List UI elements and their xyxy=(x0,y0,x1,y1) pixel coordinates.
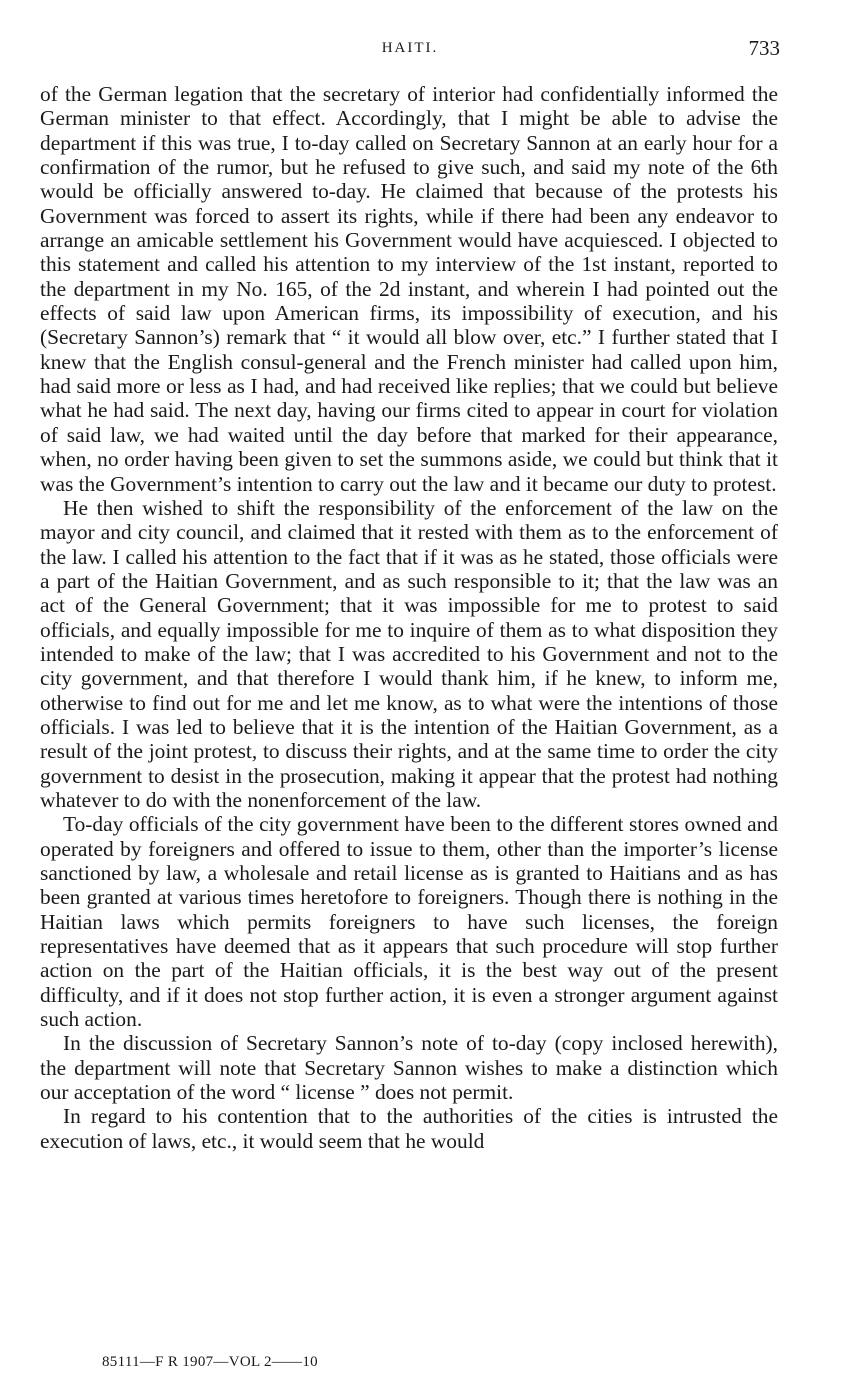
body-text xyxy=(40,82,778,1153)
paragraph: In regard to his contention that to the authorities of the cities is intrusted the execution of laws, etc., it would seem that he would xyxy=(40,1104,778,1153)
paragraph: To-day officials of the city government have been to the different stores owned and operated by foreigners and offered to issue to them, other than the importer’s license sanctioned by law, a wholesale and retail license as is granted to Haitians and as has been granted at various times heretofore to foreigners. Though there is nothing in the Haitian laws which permits foreigners to have such licenses, the foreign representatives have deemed that as it appears that such procedure will stop further action on the part of the Haitian officials, it is the best way out of the present difficulty, and if it does not stop further action, it is even a stronger argument against such action. xyxy=(40,812,778,1032)
printer-signature-mark: 85111—F R 1907—VOL 2——10 xyxy=(102,1354,318,1370)
running-title: HAITI. xyxy=(381,40,439,56)
paragraph: In the discussion of Secretary Sannon’s note of to-day (copy inclosed herewith), the department will note that Secretary Sannon wishes to make a distinction which our acceptation of the word “ license ” does not permit. xyxy=(40,1031,778,1105)
running-head xyxy=(40,36,780,66)
paragraph: He then wished to shift the responsibility of the enforcement of the law on the mayor and city council, and claimed that it rested with them as to the enforcement of the law. I called his attention to the fact that if it was as he stated, those officials were a part of the Haitian Government, and as such responsible to it; that the law was an act of the General Government; that it was impossible for me to protest to said officials, and equally impossible for me to inquire of them as to what disposition they intended to make of the law; that I was accredited to his Government and not to the city government, and that therefore I would thank him, if he knew, to inform me, otherwise to find out for me and let me know, as to what were the intentions of those officials. I was led to believe that it is the intention of the Haitian Government, as a result of the joint protest, to discuss their rights, and at the same time to order the city government to desist in the prosecution, making it appear that the protest had nothing whatever to do with the nonenforcement of the law. xyxy=(40,495,778,812)
paragraph-continued: of the German legation that the secretary of interior had confidentially informed the German minister to that effect. Accordingly, that I might be able to advise the department if this was true, I to-day called on Secretary Sannon at an early hour for a confirmation of the rumor, but he refused to give such, and said my note of the 6th would be officially answered to-day. He claimed that because of the protests his Government was forced to assert its rights, while if there had been any endeavor to arrange an amicable settlement his Government would have acquiesced. I objected to this statement and called his attention to my interview of the 1st instant, reported to the department in my No. 165, of the 2d instant, and wherein I had pointed out the effects of said law upon American firms, its impossibility of execution, and his (Secretary Sannon’s) remark that “ it would all blow over, etc.” I further stated that I knew that the English consul-general and the French minister had called upon him, had said more or less as I had, and had received like replies; that we could but believe what he had said. The next day, having our firms cited to appear in court for violation of said law, we had waited until the day before that marked for their appearance, when, no order having been given to set the summons aside, we could but think that it was the Government’s intention to carry out the law and it became our duty to protest. xyxy=(40,82,778,496)
page-number: 733 xyxy=(748,36,780,60)
